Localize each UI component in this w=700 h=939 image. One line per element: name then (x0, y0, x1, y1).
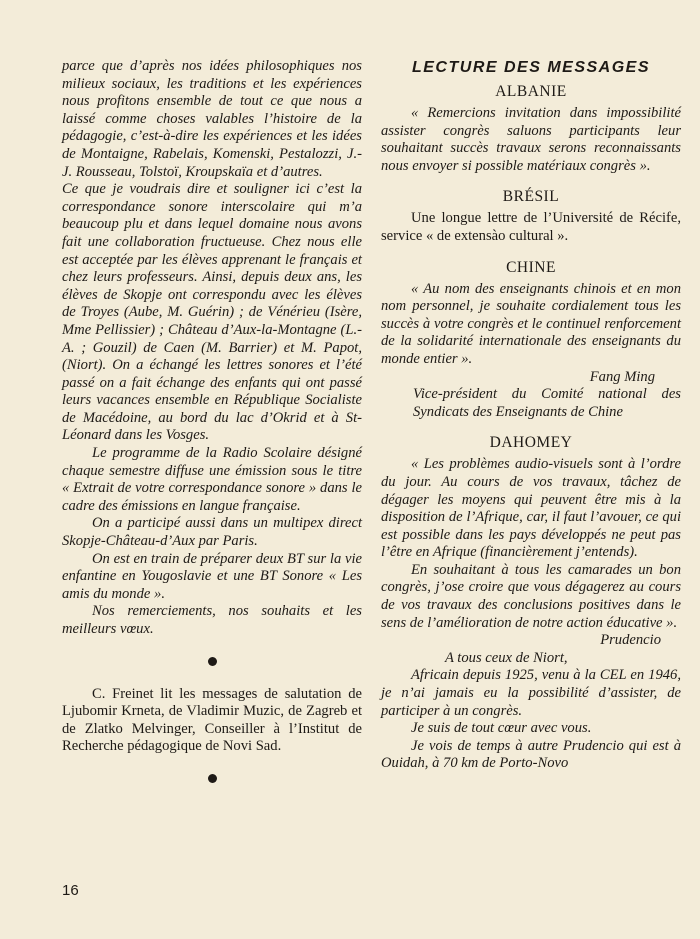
message-dahomey: En souhaitant à tous les camarades un bon congrès, j’ose croire que vous dégagerez au cours de vos travaux des conclusions positives dans le sens de l’amélioration de notre action éducative ». (381, 561, 681, 631)
signature-dahomey: Prudencio (600, 632, 661, 649)
freinet-note: C. Freinet lit les messages de salutation de Ljubomir Krneta, de Vladimir Muzic, de Zagreb et de Zlatko Melvinger, Conseiller à l’Institut de Recherche pédagogique de Novi Sad. (62, 685, 362, 755)
country-heading-albanie: ALBANIE (495, 83, 567, 100)
right-column (381, 58, 681, 773)
message-dahomey: « Les problèmes audio-visuels sont à l’ordre du jour. Au cours de vos travaux, tâchez de dégager les moyens qui peuvent être mis à la disposition de l’Afrique, car, il faut l’avouer, ce qui est possible dans les pays développés ne peut pas l’être en Afrique (financièrement j’entends). (381, 456, 681, 561)
body-paragraph: On a participé aussi dans un multipex direct Skopje-Château-d’Aux par Paris. (62, 515, 362, 550)
body-paragraph: parce que d’après nos idées philosophiques nos milieux sociaux, les traditions et les expériences nous profitons ensemble de tout ce que nous a laissé comme choses valables l’histoire de la pédagogie, c’est-à-dire les expériences et les idées de Montaigne, Rabelais, Komenski, Pestalozzi, J.-J. Rousseau, Tolstoï, Kroupskaïa et d’autres. (62, 58, 362, 180)
message-chine: « Au nom des enseignants chinois et en mon nom personnel, je souhaite cordialement tous les succès à votre congrès et le continuel renforcement de la solidarité internationale des enseignants du monde entier ». (381, 280, 681, 367)
page-number: 16 (62, 882, 79, 899)
message-bresil: Une longue lettre de l’Université de Récife, service « de extensào cultural ». (381, 210, 681, 244)
message-albanie: « Remercions invitation dans impossibilité assister congrès saluons participants leur souhaitant succès travaux serons reconnaissants nous envoyer si possible matériaux congrès ». (381, 105, 681, 174)
body-paragraph: Ce que je voudrais dire et souligner ici c’est la correspondance sonore interscolaire qui m’a beaucoup plu et dans lequel domaine nous avons fait une collaboration fructueuse. Chez nous elle est acceptée par les élèves apprenant le français et chez leurs professeurs. Ainsi, depuis deux ans, les élèves de Skopje ont correspondu avec les élèves de Troyes (Aube, M. Guérin) ; de Vénérieu (Isère, Mme Pellissier) ; Château d’Aux-la-Montagne (L.-A. ; Gouzil) de Caen (M. Barrier) et M. Papot, (Niort). On a échangé les lettres sonores et l’été passé on a fait échange des enfants qui ont passé leurs vacances ensemble en République Socialiste de Macédoine, au bord du lac d’Okrid et à St-Léonard dans les Vosges. (62, 181, 362, 444)
country-heading-dahomey: DAHOMEY (489, 434, 573, 452)
role-chine: Vice-président du Comité national des Syndicats des Enseignants de Chine (413, 386, 681, 420)
closing-line: Africain depuis 1925, venu à la CEL en 1946, je n’ai jamais eu la possibilité d’assister, de participer à un congrès. (381, 667, 681, 719)
closing-line: Je vois de temps à autre Prudencio qui est à Ouidah, à 70 km de Porto-Novo (381, 737, 681, 772)
body-paragraph: On est en train de préparer deux BT sur la vie enfantine en Yougoslavie et une BT Sonore « Les amis du monde ». (62, 550, 362, 602)
signature-chine: Fang Ming (589, 368, 655, 385)
separator-bullet-icon (208, 657, 217, 666)
country-heading-bresil: BRÉSIL (502, 188, 560, 206)
closing-line: Je suis de tout cœur avec vous. (411, 720, 592, 737)
section-title: LECTURE DES MESSAGES (411, 59, 651, 76)
body-paragraph: Nos remerciements, nos souhaits et les meilleurs vœux. (62, 603, 362, 637)
separator-bullet-icon (208, 774, 217, 783)
body-paragraph: Le programme de la Radio Scolaire désigné chaque semestre diffuse une émission sous le titre « Extrait de votre correspondance sonore » dans le cadre des émissions en langue française. (62, 445, 362, 514)
left-column (62, 58, 362, 783)
country-heading-chine: CHINE (506, 258, 556, 276)
closing-line: A tous ceux de Niort, (445, 649, 568, 666)
